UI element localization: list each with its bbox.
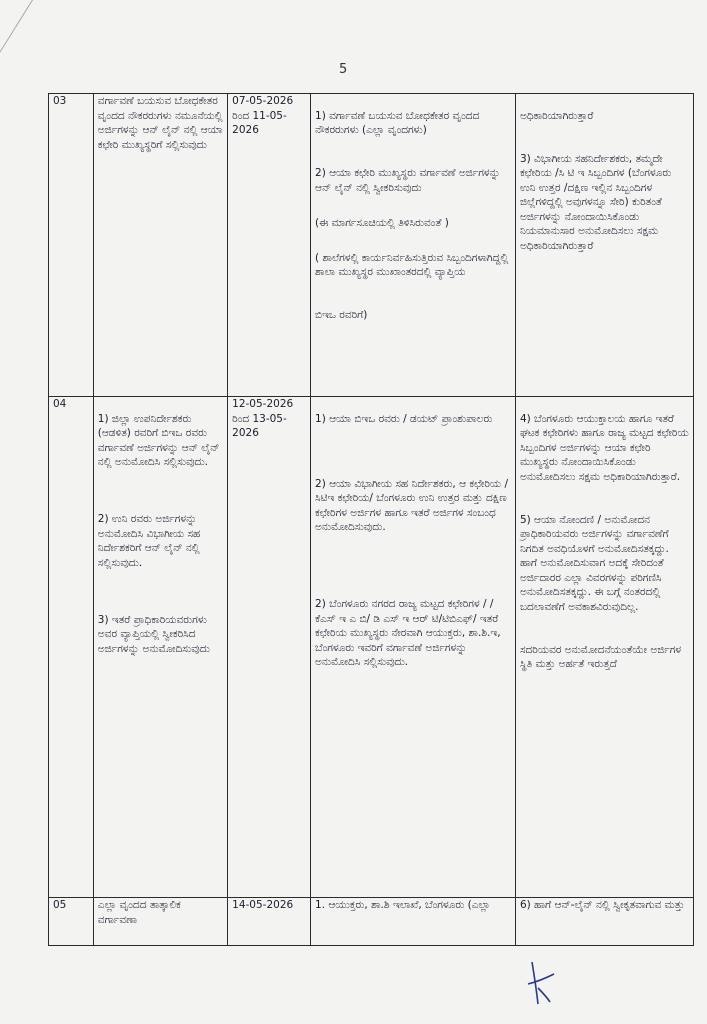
action-item: ಬಿಇಒ ರವರಿಗೆ) [315,309,368,321]
remark-item: ಅಧಿಕಾರಿಯಾಗಿರುತ್ತಾರೆ [519,109,594,122]
table-row [49,397,694,898]
action-item: (ಈ ಮಾರ್ಗಸೂಚಿಯಲ್ಲಿ ತಿಳಿಸಿರುವಂತೆ ) [315,216,449,229]
remark-item: ಸದರಿಯವರ ಅನುಮೋದನೆಯಂತೆಯೇ ಅರ್ಜಿಗಳ ಸ್ಥಿತಿ ಮತ್ತು ಅರ್ಹತೆ ಇರುತ್ತದೆ [519,643,682,670]
row-action [311,397,516,898]
action-item: ( ಶಾಲೆಗಳಲ್ಲಿ ಕಾರ್ಯನಿರ್ವಹಿಸುತ್ತಿರುವ ಸಿಬ್ಬಂದಿಗಳಾಗಿದ್ದಲ್ಲಿ ಶಾಲಾ ಮುಖ್ಯಸ್ಥರ ಮುಖಾಂತರದಲ್ಲಿ ವ್ಯಾಪ್ತಿಯ [315,251,509,278]
row-action: 1. ಆಯುಕ್ತರು, ಶಾ.ಶಿ ಇಲಾಖೆ, ಬೆಂಗಳೂರು (ಎಲ್ಲಾ [311,898,516,946]
row-date: 14-05-2026 [228,898,311,946]
row-number: 03 [49,94,94,397]
row-remarks [515,94,693,397]
description-item: 3) ಇತರೆ ಪ್ರಾಧಿಕಾರಿಯವರುಗಳು ಅವರ ವ್ಯಾಪ್ತಿಯಲ್ಲಿ ಸ್ವೀಕರಿಸಿದ ಅರ್ಜಿಗಳನ್ನು ಅನುಮೋದಿಸುವುದು [97,613,210,655]
description-item: 1) ಜಿಲ್ಲಾ ಉಪನಿರ್ದೇಶಕರು (ಆಡಳಿತ) ರವರಿಗೆ ಬಿಇಒ ರವರು ವರ್ಗಾವಣೆ ಅರ್ಜಿಗಳನ್ನು ಆನ್ ಲೈನ್ ನಲ್ಲಿ ಅನುಮೋದಿಸಿ ಸಲ್ಲಿಸುವುದು. [97,412,220,468]
row-action [311,94,516,397]
row-remarks [515,397,693,898]
page-number: 5 [339,62,348,77]
signature-mark [520,958,560,1008]
action-item: 2) ಬೆಂಗಳೂರು ನಗರದ ರಾಜ್ಯ ಮಟ್ಟದ ಕಛೇರಿಗಳ / / ಕೆಎಸ್ ಇ ಎ ಬಿ/ ಡಿ ಎಸ್ ಇ ಆರ್ ಟಿ/ಟಿಬಿಎಫ್/ ಇತರೆ ಕಛೇರಿಯ ಮುಖ್ಯಸ್ಥರು ನೇರವಾಗಿ ಆಯುಕ್ತರು, ಶಾ.ಶಿ.ಇ, ಬೆಂಗಳೂರು ಇವರಿಗೆ ವರ್ಗಾವಣೆ ಅರ್ಜಿಗಳನ್ನು ಅನುಮೋದಿಸಿ ಸಲ್ಲಿಸುವುದು. [315,598,501,668]
remark-item: 3) ವಿಭಾಗೀಯ ಸಹನಿರ್ದೇಶಕರು, ತಮ್ಮದೇ ಕಛೇರಿಯ /ಸಿ ಟಿ ಇ ಸಿಬ್ಬಂದಿಗಳ (ಬೆಂಗಳೂರು ಉನಿ ಉತ್ತರ /ದಕ್ಷಿಣ ಇಲ್ಲಿನ ಸಿಬ್ಬಂದಿಗಳ ಜಿಲ್ಲೆಗಳಿದ್ದಲ್ಲಿ ಅವುಗಳನ್ನೂ ಸೇರಿ) ಕುರಿತಂತೆ ಅರ್ಜಿಗಳನ್ನು ನೋಂದಾಯಿಸಿಕೊಂಡು ನಿಯಮಾನುಸಾರ ಅನುಮೋದಿಸಲು ಸಕ್ಷಮ ಅಧಿಕಾರಿಯಾಗಿರುತ್ತಾರೆ [519,152,672,252]
row-date: 12-05-2026 ರಿಂದ 13-05-2026 [228,397,311,898]
action-item: 2) ಆಯಾ ಕಛೇರಿ ಮುಖ್ಯಸ್ಥರು ವರ್ಗಾವಣೆ ಅರ್ಜಿಗಳನ್ನು ಆನ್ ಲೈನ್ ನಲ್ಲಿ ಸ್ವೀಕರಿಸುವುದು [315,167,501,194]
row-date: 07-05-2026 ರಿಂದ 11-05-2026 [228,94,311,397]
row-description [93,397,227,898]
description-item: 2) ಉನಿ ರವರು ಅರ್ಜಿಗಳನ್ನು ಅನುಮೋದಿಸಿ ವಿಭಾಗೀಯ ಸಹ ನಿರ್ದೇಶಕರಿಗೆ ಆನ್ ಲೈನ್ ನಲ್ಲಿ ಸಲ್ಲಿಸುವುದು. [97,513,201,569]
schedule-table [48,93,694,946]
row-description: ವರ್ಗಾವಣೆ ಬಯಸುವ ಬೋಧಕೇತರ ವೃಂದದ ನೌಕರರುಗಳು ನಮೂನೆಯಲ್ಲಿ ಅರ್ಜಿಗಳನ್ನು ಆನ್ ಲೈನ್ ನಲ್ಲಿ ಆಯಾ ಕಛೇರಿ ಮುಖ್ಯಸ್ಥರಿಗೆ ಸಲ್ಲಿಸುವುದು [93,94,227,397]
page-fold-mark [0,0,33,70]
row-description: ಎಲ್ಲಾ ವೃಂದದ ತಾತ್ಕಾಲಿಕ ವರ್ಗಾವಣಾ [93,898,227,946]
table-row [49,94,694,397]
row-number: 05 [49,898,94,946]
remark-item: 5) ಆಯಾ ನೋಂದಣಿ / ಅನುಮೋದನ ಪ್ರಾಧಿಕಾರಿಯವರು ಅರ್ಜಿಗಳನ್ನು ವರ್ಗಾವಣೆಗೆ ನಿಗದಿತ ಅವಧಿಯೊಳಗೆ ಅನುಮೋದಿಸತಕ್ಕದ್ದು. ಹಾಗೆ ಅನುಮೋದಿಸುವಾಗ ಅದಕ್ಕೆ ಸೇರಿದಂತೆ ಅರ್ಜಿದಾರರ ಎಲ್ಲಾ ವಿವರಗಳನ್ನು ಪರಿಗಣಿಸಿ ಅನುಮೋದಿಸತಕ್ಕದ್ದು. ಈ ಬಗ್ಗೆ ನಂತರದಲ್ಲಿ ಬದಲಾವಣೆಗೆ ಅವಕಾಶವಿರುವುದಿಲ್ಲ. [519,513,669,613]
row-number: 04 [49,397,94,898]
remark-item: 4) ಬೆಂಗಳೂರು ಆಯುಕ್ತಾಲಯ ಹಾಗೂ ಇತರೆ ಘಟಕ ಕಛೇರಿಗಳು ಹಾಗೂ ರಾಜ್ಯ ಮಟ್ಟದ ಕಛೇರಿಯ ಸಿಬ್ಬಂದಿಗಳ ಅರ್ಜಿಗಳನ್ನು ಆಯಾ ಕಛೇರಿ ಮುಖ್ಯಸ್ಥರು ನೋಂದಾಯಿಸಿಕೊಂಡು ಅನುಮೋದಿಸಲು ಸಕ್ಷಮ ಅಧಿಕಾರಿಯಾಗಿರುತ್ತಾರೆ. [519,412,689,483]
action-item: 1) ಆಯಾ ಬಿಇಒ ರವರು / ಡಯಟ್ ಪ್ರಾಂಶುಪಾಲರು [315,412,493,425]
action-item: 2) ಆಯಾ ವಿಭಾಗೀಯ ಸಹ ನಿರ್ದೇಶಕರು, ಆ ಕಛೇರಿಯ /ಸಿಟಿಇ ಕಛೇರಿಯ/ ಬೆಂಗಳೂರು ಉನಿ ಉತ್ತರ ಮತ್ತು ದಕ್ಷಿಣ ಕಛೇರಿಗಳ ಅರ್ಜಿಗಳ ಹಾಗೂ ಇತರೆ ಅರ್ಜಿಗಳ ಸಂಬಂಧ ಅನುಮೋದಿಸುವುದು. [315,477,509,533]
table-row [49,898,694,946]
row-remarks: 6) ಹಾಗೆ ಆನ್-ಲೈನ್ ನಲ್ಲಿ ಸ್ವೀಕೃತವಾಗುವ ಮತ್ತು [515,898,693,946]
action-item: 1) ವರ್ಗಾವಣೆ ಬಯಸುವ ಬೋಧಕೇತರ ವೃಂದದ ನೌಕರರುಗಳು (ಎಲ್ಲಾ ವೃಂದಗಳು) [315,109,480,136]
